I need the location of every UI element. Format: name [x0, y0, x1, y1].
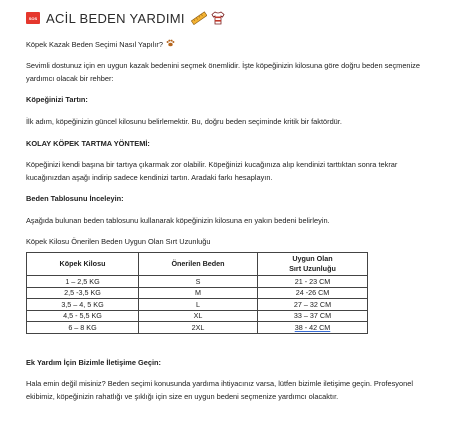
cell-weight: 4,5 - 5,5 KG [27, 310, 139, 322]
cell-size: S [139, 276, 258, 288]
table-row [27, 322, 368, 334]
size-table [26, 252, 368, 334]
cell-weight: 6 – 8 KG [27, 322, 139, 334]
intro-question: Köpek Kazak Beden Seçimi Nasıl Yapılır? [26, 40, 163, 49]
table-row [27, 287, 368, 299]
contact-heading: Ek Yardım İçin Bizimle İletişime Geçin: [26, 357, 162, 367]
ruler-icon [191, 11, 207, 25]
header-back-length: Uygun Olan Sırt Uzunluğu [258, 253, 368, 276]
cell-size: M [139, 287, 258, 299]
paw-icon [166, 39, 175, 47]
page-title: ACİL BEDEN YARDIMI [46, 10, 185, 26]
table-caption: Köpek Kilosu Önerilen Beden Uygun Olan Sırt Uzunluğu [26, 237, 211, 246]
document-header [26, 6, 426, 30]
cell-size: L [139, 299, 258, 311]
cell-back-length: 33 – 37 CM [258, 310, 368, 322]
table-row [27, 276, 368, 288]
table-heading: Beden Tablosunu İnceleyin: [26, 194, 124, 203]
cell-size: 2XL [139, 322, 258, 334]
table-row [27, 310, 368, 322]
method-heading: KOLAY KÖPEK TARTMA YÖNTEMİ: [26, 139, 150, 148]
intro-text: Sevimli dostunuz için en uygun kazak bedenini seçmek önemlidir. İşte köpeğinizin kilosuna göre doğru beden seçmenize yardımcı olacak bir rehber: [26, 61, 420, 83]
cell-back-length: 21 - 23 CM [258, 276, 368, 288]
header-weight: Köpek Kilosu [27, 253, 139, 276]
weigh-text: İlk adım, köpeğinizin güncel kilosunu belirlemektir. Bu, doğru beden seçiminde kritik bir faktördür. [26, 117, 342, 126]
table-header-row [27, 253, 368, 276]
table-intro-text: Aşağıda bulunan beden tablosunu kullanarak köpeğinizin kilosuna en yakın bedeni belirleyin. [26, 216, 330, 225]
weigh-heading: Köpeğinizi Tartın: [26, 95, 88, 104]
cell-weight: 3,5 – 4, 5 KG [27, 299, 139, 311]
cell-back-length: 24 -26 CM [258, 287, 368, 299]
contact-text: Hala emin değil misiniz? Beden seçimi konusunda yardıma ihtiyacınız varsa, lütfen bizimle iletişime geçin. Profesyonel ekibimiz, köpeğinizin rahatlığı ve şıklığı için size en uygun bedeni seçmenize yardımcı olacaktır. [26, 378, 413, 401]
cell-back-length: 27 – 32 CM [258, 299, 368, 311]
cell-weight: 2,5 -3,5 KG [27, 287, 139, 299]
sos-icon: SOS [26, 12, 40, 24]
table-row [27, 299, 368, 311]
cell-back-length: 38 - 42 CM [258, 322, 368, 334]
cell-weight: 1 – 2,5 KG [27, 276, 139, 288]
cell-size: XL [139, 310, 258, 322]
method-text: Köpeğinizi kendi başına bir tartıya çıkarmak zor olabilir. Köpeğinizi kucağınıza alıp kendinizi tarttıktan sonra tekrar kucağınızdan aşağı indirip sadece kendinizi tartın. Aradaki farkı hesaplayın. [26, 160, 398, 182]
shirt-icon [211, 11, 225, 25]
header-size: Önerilen Beden [139, 253, 258, 276]
